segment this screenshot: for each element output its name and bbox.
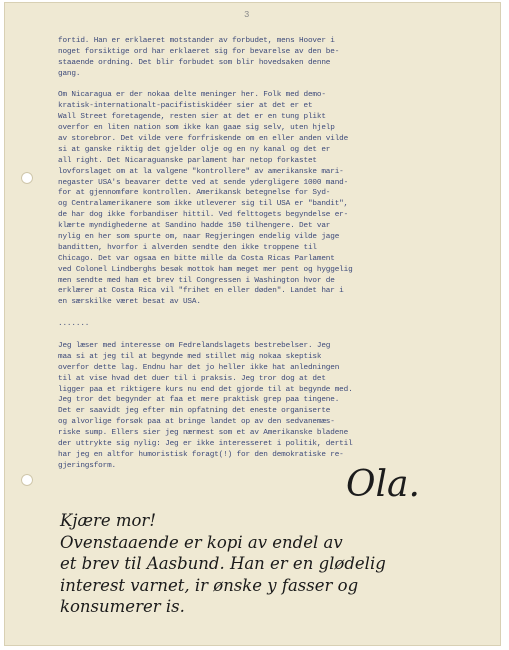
typed-line: [58, 330, 474, 341]
handwritten-line: interest varnet, ir ønske y fasser og: [60, 575, 359, 595]
typed-line: av storebror. Det vilde vere forfriskende om en eller anden vilde: [58, 135, 349, 144]
signature: Ola.: [346, 464, 420, 505]
handwritten-line: konsumerer is.: [60, 597, 185, 616]
typed-line: banditten, hvorfor i alverden sendte den ikke troppene til: [58, 243, 317, 252]
typed-line: negaster USA's beavarer dette ved at sende ydergligere 1000 mand-: [58, 178, 349, 187]
typed-line: overfor dette lag. Endnu har det jo heller ikke hat anledningen: [58, 363, 340, 372]
typed-line: gang.: [58, 69, 81, 78]
typed-line: kratisk-internationalt-pacifistiskidéer sier at det er et: [58, 102, 313, 111]
typed-line: noget forsiktige ord har erklaeret sig for bevarelse av den be-: [58, 47, 340, 56]
typed-line: ved Colonel Lindberghs besøk mottok ham meget mer pent og hyggelig: [58, 265, 353, 274]
typewritten-body: [58, 36, 474, 472]
handwritten-line: et brev til Aasbund. Han er en glødelig: [60, 554, 386, 573]
page-number: 3: [244, 10, 250, 20]
typed-line: for at gjennomføre kontrollen. Amerikansk betegnelse for Syd-: [58, 189, 331, 198]
typed-line: Det er saavidt jeg efter min opfatning det eneste organiserte: [58, 407, 331, 416]
handwritten-line: Kjære mor!: [60, 511, 156, 530]
typed-line: riske sump. Ellers sier jeg nærmest som et av Amerikanske bladene: [58, 429, 349, 438]
typed-line: men sendte med ham et brev til Congressen i Washington hvor de: [58, 276, 335, 285]
typed-line: de har dog ikke forbandiser hittil. Ved felttogets begyndelse er-: [58, 211, 349, 220]
typed-line: maa si at jeg til at begynde med stillet mig nokaa skeptisk: [58, 352, 322, 361]
typed-line: [58, 80, 474, 91]
typed-line: Jeg læser med interesse om Fedrelandslagets bestrebelser. Jeg: [58, 341, 331, 350]
typed-line: fortid. Han er erklaeret motstander av forbudet, mens Hoover i: [58, 37, 335, 45]
typed-line: staaende ordning. Det blir forbudet som blir hovedsaken denne: [58, 58, 331, 67]
typed-line: der uttrykte sig nylig: Jeg er ikke interesseret i politik, dertil: [58, 439, 353, 448]
punch-hole: [21, 474, 33, 486]
typed-line: Jeg tror det begynder at faa et mere praktisk grep paa tingene.: [58, 396, 340, 405]
typed-line: all right. Det Nicaraguanske parlament har netop forkastet: [58, 156, 317, 165]
typed-line: en særskilke været besat av USA.: [58, 298, 201, 307]
typed-line: Om Nicaragua er der nokaa delte meninger her. Folk med demo-: [58, 91, 326, 100]
typed-line: lovforslaget om at la valgene "kontrollere" av amerikanske mari-: [58, 167, 344, 176]
typed-line: Wall Street foretagende, resten sier at det er en tung plikt: [58, 113, 326, 122]
typed-line: klærte myndighederne at Sandino hadde 150 tilhengere. Det var: [58, 222, 331, 231]
typed-line: [58, 308, 474, 319]
typed-line: erklærer at Costa Rica vil "frihet en eller døden". Landet har i: [58, 287, 344, 296]
typed-line: nylig en her som spurte om, naar Regjeringen endelig vilde jage: [58, 233, 340, 242]
typed-line: .......: [58, 320, 90, 329]
typed-line: si at ganske riktig det gjelder olje og en ny kanal og det er: [58, 145, 331, 154]
handwritten-line: Ovenstaaende er kopi av endel av: [60, 532, 343, 552]
typed-line: overfor en liten nation som ikke kan gaae sig selv, uten hjelp: [58, 124, 335, 133]
typed-line: og Centralamerikanere som ikke utleverer sig til USA er "bandit",: [58, 200, 349, 209]
punch-hole: [21, 172, 33, 184]
handwritten-note: [60, 510, 480, 618]
typed-line: har jeg en altfor humoristisk foragt(!) for den demokratiske re-: [58, 450, 344, 459]
typed-line: ligger paa et riktigere kurs nu end det gjorde til at begynde med.: [58, 385, 353, 394]
typed-line: til at vise hvad det duer til i praksis. Jeg tror dog at det: [58, 374, 326, 383]
typed-line: gjeringsform.: [58, 461, 117, 470]
typed-line: Chicago. Det var ogsaa en bitte mille da Costa Ricas Parlament: [58, 254, 335, 263]
typed-line: og alvorlige forsøk paa at bringe landet op av den sedvanemæs-: [58, 418, 335, 427]
